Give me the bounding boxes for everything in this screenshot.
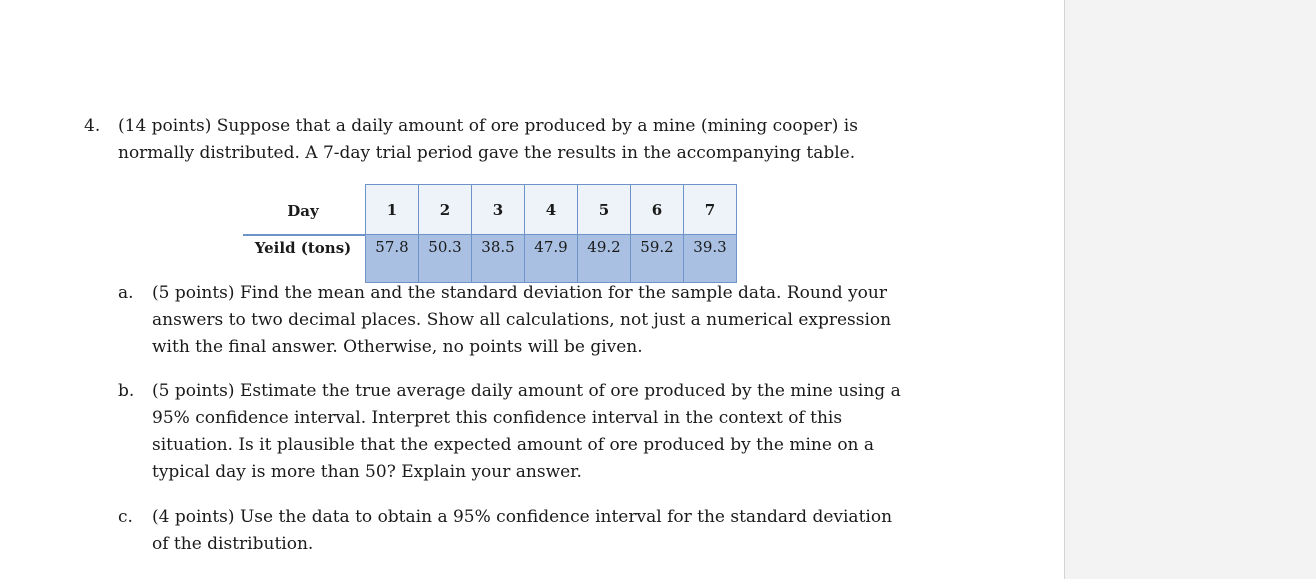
table-row-yield (243, 235, 737, 283)
day-cell: 3 (472, 185, 525, 235)
day-cell: 7 (684, 185, 737, 235)
yield-cell: 38.5 (472, 235, 525, 283)
part-letter: a. (118, 283, 134, 303)
yield-cell: 50.3 (419, 235, 472, 283)
yield-cell: 47.9 (525, 235, 578, 283)
day-cell: 1 (366, 185, 419, 235)
part-text: (5 points) Estimate the true average daily amount of ore produced by the mine using a 95% confidence interval. Interpret this confidence interval in the context of this situation. Is it plausible that the expected amount of ore produced by the mine on a typical day is more than 50? Explain your answer. (152, 381, 901, 482)
part-letter: b. (118, 381, 135, 401)
table-row-day (243, 185, 737, 235)
day-cell: 6 (631, 185, 684, 235)
data-table-wrap (243, 184, 737, 283)
day-cell: 5 (578, 185, 631, 235)
part-text: (4 points) Use the data to obtain a 95% confidence interval for the standard deviation of the distribution. (152, 507, 893, 554)
row-header-day: Day (243, 185, 366, 235)
day-cell: 2 (419, 185, 472, 235)
question-text: (14 points) Suppose that a daily amount of ore produced by a mine (mining cooper) is normally distributed. A 7-day trial period gave the results in the accompanying table. (118, 116, 858, 163)
day-cell: 4 (525, 185, 578, 235)
question-number: 4. (84, 116, 101, 136)
yield-table (243, 184, 737, 283)
row-header-yield: Yeild (tons) (254, 238, 352, 257)
part-letter: c. (118, 507, 133, 527)
yield-cell: 39.3 (684, 235, 737, 283)
yield-cell: 57.8 (366, 235, 419, 283)
part-text: (5 points) Find the mean and the standard deviation for the sample data. Round your answers to two decimal places. Show all calculations, not just a numerical expression with the final answer. Otherwise, no points will be given. (152, 283, 892, 357)
comment-margin-pane (1064, 0, 1316, 579)
yield-cell: 59.2 (631, 235, 684, 283)
yield-cell: 49.2 (578, 235, 631, 283)
